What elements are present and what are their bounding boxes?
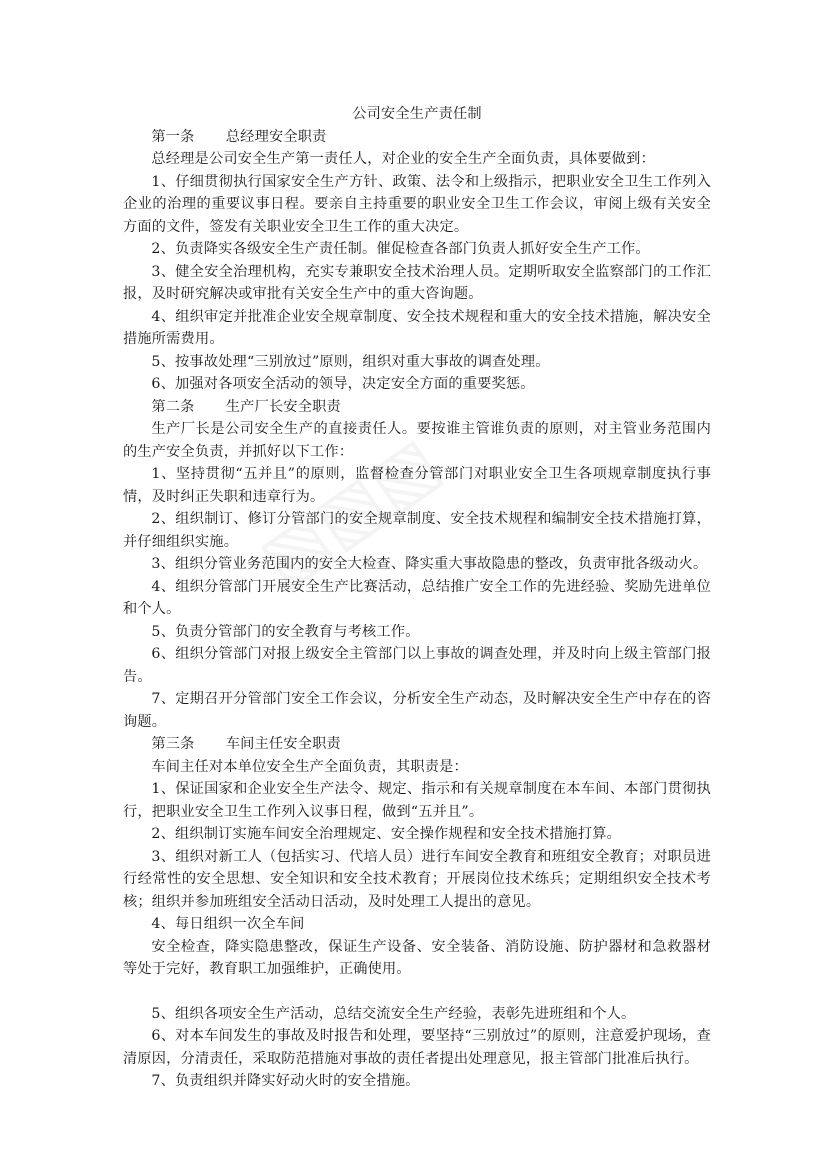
list-item: 6、组织分管部门对报上级安全主管部门以上事故的调查处理，并及时向上级主管部门报告。 (123, 646, 711, 685)
article-title: 总经理安全职责 (225, 128, 327, 145)
list-item: 3、组织对新工人（包括实习、代培人员）进行车间安全教育和班组安全教育；对职员进行经常性的安全思想、安全知识和安全技术教育；开展岗位技术练兵；定期组织安全技术考核；组织并参加班组安全活动日活动，及时处理工人提出的意见。 (123, 848, 711, 910)
list-item: 3、健全安全治理机构，充实专兼职安全技术治理人员。定期听取安全监察部门的工作汇报，及时研究解决或审批有关安全生产中的重大咨询题。 (123, 263, 711, 302)
list-item: 2、负责降实各级安全生产责任制。催促检查各部门负责人抓好安全生产工作。 (151, 241, 650, 257)
list-item: 1、仔细贯彻执行国家安全生产方针、政策、法令和上级指示，把职业安全卫生工作列入企业的治理的重要议事日程。要亲自主持重要的职业安全卫生工作会议，审阅上级有关安全方面的文件，签发有关职业安全卫生工作的重大决定。 (123, 173, 711, 235)
article-intro: 车间主任对本单位安全生产全面负责，其职责是： (151, 758, 468, 775)
list-item: 安全检查，降实隐患整改，保证生产设备、安全装备、消防设施、防护器材和急救器材等处于完好，教育职工加强维护，正确使用。 (123, 938, 711, 977)
list-item: 3、组织分管业务范围内的安全大检查、降实重大事故隐患的整改，负责审批各级动火。 (151, 556, 708, 572)
article-number: 第二条 (151, 398, 195, 415)
article-heading (123, 733, 711, 756)
list-item: 5、负责分管部门的安全教育与考核工作。 (151, 623, 420, 640)
list-item: 7、负责组织并降实好动火时的安全措施。 (151, 1073, 420, 1089)
list-item: 7、定期召开分管部门安全工作会议，分析安全生产动态，及时解决安全生产中存在的咨询题。 (123, 691, 711, 730)
document-body (123, 103, 711, 1093)
article-heading (123, 396, 711, 419)
list-item: 1、坚持贯彻“五并且”的原则，监督检查分管部门对职业安全卫生各项规章制度执行事情，及时纠正失职和违章行为。 (123, 466, 711, 505)
list-item: 2、组织制订、修订分管部门的安全规章制度、安全技术规程和编制安全技术措施打算，并仔细组织实施。 (123, 511, 711, 550)
article-intro: 总经理是公司安全生产第一责任人，对企业的安全生产全面负责，具体要做到： (151, 151, 655, 167)
article-title: 生产厂长安全职责 (225, 398, 341, 415)
article-intro: 生产厂长是公司安全生产的直接责任人。要按谁主管谁负责的原则，对主管业务范围内的生产安全负责，并抓好以下工作： (123, 421, 711, 460)
article-number: 第三条 (151, 736, 195, 752)
list-item: 6、对本车间发生的事故及时报告和处理，要坚持“三别放过”的原则，注意爱护现场，查清原因，分清责任，采取防范措施对事故的责任者提出处理意见，报主管部门批准后执行。 (123, 1028, 711, 1067)
article-title: 车间主任安全职责 (225, 736, 341, 752)
list-item: 2、组织制订实施车间安全治理规定、安全操作规程和安全技术措施打算。 (151, 826, 622, 842)
page-title: 公司安全生产责任制 (352, 106, 482, 122)
list-item: 5、按事故处理“三别放过”原则，组织对重大事故的调查处理。 (151, 353, 550, 370)
list-item: 4、组织审定并批准企业安全规章制度、安全技术规程和重大的安全技术措施，解决安全措施所需费用。 (123, 308, 711, 347)
article-number: 第一条 (151, 128, 195, 145)
article-heading (123, 126, 711, 149)
list-item: 4、每日组织一次全车间 (151, 916, 305, 932)
list-item: 5、组织各项安全生产活动，总结交流安全生产经验，表彰先进班组和个人。 (151, 1005, 636, 1022)
blank-line (123, 981, 711, 1003)
list-item: 1、保证国家和企业安全生产法令、规定、指示和有关规章制度在本车间、本部门贯彻执行，把职业安全卫生工作列入议事日程，做到“五并且”。 (123, 781, 711, 820)
list-item: 4、组织分管部门开展安全生产比赛活动，总结推广安全工作的先进经验、奖励先进单位和个人。 (123, 578, 711, 617)
list-item: 6、加强对各项安全活动的领导，决定安全方面的重要奖惩。 (151, 376, 535, 392)
